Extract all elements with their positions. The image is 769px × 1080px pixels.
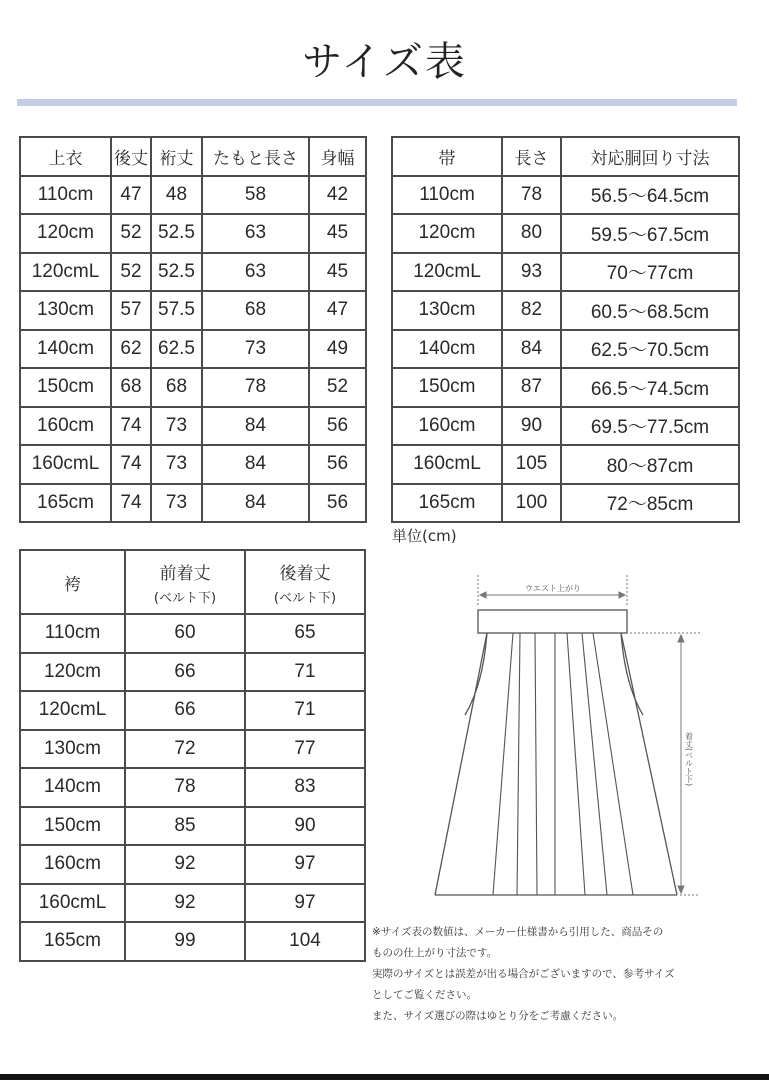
table-cell: 74	[111, 484, 151, 523]
note-line: ※サイズ表の数値は、メーカー仕様書から引用した、商品その	[372, 926, 664, 938]
table-cell: 68	[111, 368, 151, 407]
table-row	[392, 253, 739, 292]
table-cell: 73	[202, 330, 309, 369]
header-main: 袴	[64, 574, 81, 595]
table-cell: 72	[125, 730, 245, 769]
table-cell: 66.5〜74.5cm	[561, 368, 739, 407]
table-row	[20, 330, 366, 369]
table-cell: 56.5〜64.5cm	[561, 176, 739, 215]
table-cell: 48	[151, 176, 202, 215]
table-row	[392, 445, 739, 484]
table-cell: 130cm	[20, 291, 111, 330]
hakama-outline	[435, 633, 677, 895]
table-cell: 160cmL	[392, 445, 502, 484]
table-cell: 49	[309, 330, 366, 369]
table-row	[392, 214, 739, 253]
size-notes	[372, 922, 764, 1027]
header-cell	[125, 550, 245, 614]
table-cell: 104	[245, 922, 365, 961]
table-cell: 52.5	[151, 253, 202, 292]
table-cell: 59.5〜67.5cm	[561, 214, 739, 253]
header-cell: 身幅	[309, 137, 366, 176]
bottom-border	[0, 1074, 769, 1080]
table-cell: 74	[111, 407, 151, 446]
table-row	[20, 884, 365, 923]
header-cell: 帯	[392, 137, 502, 176]
table-cell: 100	[502, 484, 561, 523]
table-cell: 160cm	[392, 407, 502, 446]
note-line: また、サイズ選びの際はゆとり分をご考慮ください。	[372, 1010, 624, 1022]
table-cell: 84	[202, 445, 309, 484]
header-cell: 上衣	[20, 137, 111, 176]
table-cell: 47	[111, 176, 151, 215]
note-line: としてご覧ください。	[372, 989, 477, 1001]
table-row	[20, 484, 366, 523]
page-title: サイズ表	[302, 39, 467, 85]
table-cell: 74	[111, 445, 151, 484]
table-cell: 62.5	[151, 330, 202, 369]
table-cell: 42	[309, 176, 366, 215]
table-cell: 140cm	[20, 768, 125, 807]
table-cell: 60.5〜68.5cm	[561, 291, 739, 330]
hakama-measurement-diagram	[425, 565, 715, 905]
pleat-lines	[493, 633, 633, 895]
note-line: 実際のサイズとは誤差が出る場合がございますので、参考サイズ	[372, 968, 675, 980]
obi-size-table	[391, 136, 740, 523]
table-cell: 82	[502, 291, 561, 330]
table-row	[392, 484, 739, 523]
table-cell: 160cm	[20, 845, 125, 884]
table-row	[20, 768, 365, 807]
table-row	[392, 368, 739, 407]
header-cell: 裄丈	[151, 137, 202, 176]
table-cell: 45	[309, 214, 366, 253]
table-row	[20, 730, 365, 769]
table-row	[20, 614, 365, 653]
header-cell	[245, 550, 365, 614]
table-cell: 83	[245, 768, 365, 807]
table-cell: 97	[245, 845, 365, 884]
table-cell: 60	[125, 614, 245, 653]
table-cell: 56	[309, 484, 366, 523]
table-row	[20, 922, 365, 961]
table-cell: 90	[245, 807, 365, 846]
table-cell: 78	[202, 368, 309, 407]
table-cell: 165cm	[392, 484, 502, 523]
table-cell: 47	[309, 291, 366, 330]
table-cell: 56	[309, 407, 366, 446]
table-row	[20, 214, 366, 253]
table-cell: 92	[125, 845, 245, 884]
table-cell: 57	[111, 291, 151, 330]
table-cell: 62.5〜70.5cm	[561, 330, 739, 369]
table-cell: 165cm	[20, 484, 111, 523]
table-cell: 97	[245, 884, 365, 923]
table-cell: 140cm	[392, 330, 502, 369]
table-cell: 66	[125, 691, 245, 730]
table-cell: 71	[245, 653, 365, 692]
table-cell: 84	[502, 330, 561, 369]
table-row	[20, 291, 366, 330]
header-cell	[20, 550, 125, 614]
table-cell: 99	[125, 922, 245, 961]
table-cell: 70〜77cm	[561, 253, 739, 292]
header-sub: (ベルト下)	[273, 590, 337, 606]
table-cell: 110cm	[20, 614, 125, 653]
table-cell: 71	[245, 691, 365, 730]
waist-label: ウエスト上がり	[525, 584, 581, 593]
table-cell: 160cmL	[20, 884, 125, 923]
table-cell: 73	[151, 407, 202, 446]
table-cell: 120cm	[20, 214, 111, 253]
table-cell: 160cmL	[20, 445, 111, 484]
table-cell: 85	[125, 807, 245, 846]
table-cell: 150cm	[20, 368, 111, 407]
table-cell: 150cm	[392, 368, 502, 407]
table-row	[20, 845, 365, 884]
table-cell: 92	[125, 884, 245, 923]
table-row	[392, 176, 739, 215]
table-cell: 130cm	[392, 291, 502, 330]
header-cell: 長さ	[502, 137, 561, 176]
table-row	[20, 807, 365, 846]
table-cell: 78	[125, 768, 245, 807]
table-cell: 105	[502, 445, 561, 484]
table-cell: 68	[202, 291, 309, 330]
header-main: 前着丈	[159, 563, 211, 584]
table-row	[20, 407, 366, 446]
table-row	[20, 445, 366, 484]
table-cell: 130cm	[20, 730, 125, 769]
table-cell: 63	[202, 214, 309, 253]
table-cell: 120cmL	[20, 253, 111, 292]
table-cell: 84	[202, 407, 309, 446]
table-cell: 52	[111, 214, 151, 253]
table-cell: 57.5	[151, 291, 202, 330]
table-cell: 160cm	[20, 407, 111, 446]
table-cell: 68	[151, 368, 202, 407]
table-cell: 93	[502, 253, 561, 292]
hakama-size-table	[19, 549, 366, 962]
table-cell: 77	[245, 730, 365, 769]
table-cell: 73	[151, 484, 202, 523]
table-cell: 87	[502, 368, 561, 407]
header-main: 後着丈	[279, 563, 331, 584]
table-cell: 56	[309, 445, 366, 484]
table-cell: 52.5	[151, 214, 202, 253]
table-cell: 52	[309, 368, 366, 407]
title-underline	[17, 99, 737, 106]
table-row	[392, 330, 739, 369]
waist-band	[478, 610, 627, 633]
table-cell: 110cm	[392, 176, 502, 215]
table-cell: 120cm	[392, 214, 502, 253]
table-cell: 63	[202, 253, 309, 292]
table-cell: 120cmL	[20, 691, 125, 730]
table-cell: 78	[502, 176, 561, 215]
top-coat-size-table	[19, 136, 367, 523]
table-row	[20, 653, 365, 692]
header-cell: たもと長さ	[202, 137, 309, 176]
header-sub: (ベルト下)	[153, 590, 217, 606]
table-cell: 90	[502, 407, 561, 446]
table-cell: 69.5〜77.5cm	[561, 407, 739, 446]
table-cell: 120cm	[20, 653, 125, 692]
table-row	[20, 691, 365, 730]
table-cell: 150cm	[20, 807, 125, 846]
table-cell: 58	[202, 176, 309, 215]
table-cell: 80〜87cm	[561, 445, 739, 484]
table-cell: 45	[309, 253, 366, 292]
header-cell: 後丈	[111, 137, 151, 176]
table-row	[20, 176, 366, 215]
table-cell: 120cmL	[392, 253, 502, 292]
table-cell: 84	[202, 484, 309, 523]
table-cell: 110cm	[20, 176, 111, 215]
table-cell: 73	[151, 445, 202, 484]
table-cell: 52	[111, 253, 151, 292]
table-cell: 62	[111, 330, 151, 369]
table-cell: 65	[245, 614, 365, 653]
table-cell: 165cm	[20, 922, 125, 961]
length-label: 着丈(ベルト下)	[684, 731, 694, 787]
table-row	[392, 407, 739, 446]
table-row	[20, 368, 366, 407]
note-line: ものの仕上がり寸法です。	[372, 947, 498, 959]
table-cell: 140cm	[20, 330, 111, 369]
table-cell: 66	[125, 653, 245, 692]
header-cell: 対応胴回り寸法	[561, 137, 739, 176]
table-cell: 72〜85cm	[561, 484, 739, 523]
unit-label: 単位(cm)	[392, 527, 457, 545]
table-cell: 80	[502, 214, 561, 253]
table-row	[392, 291, 739, 330]
table-row	[20, 253, 366, 292]
